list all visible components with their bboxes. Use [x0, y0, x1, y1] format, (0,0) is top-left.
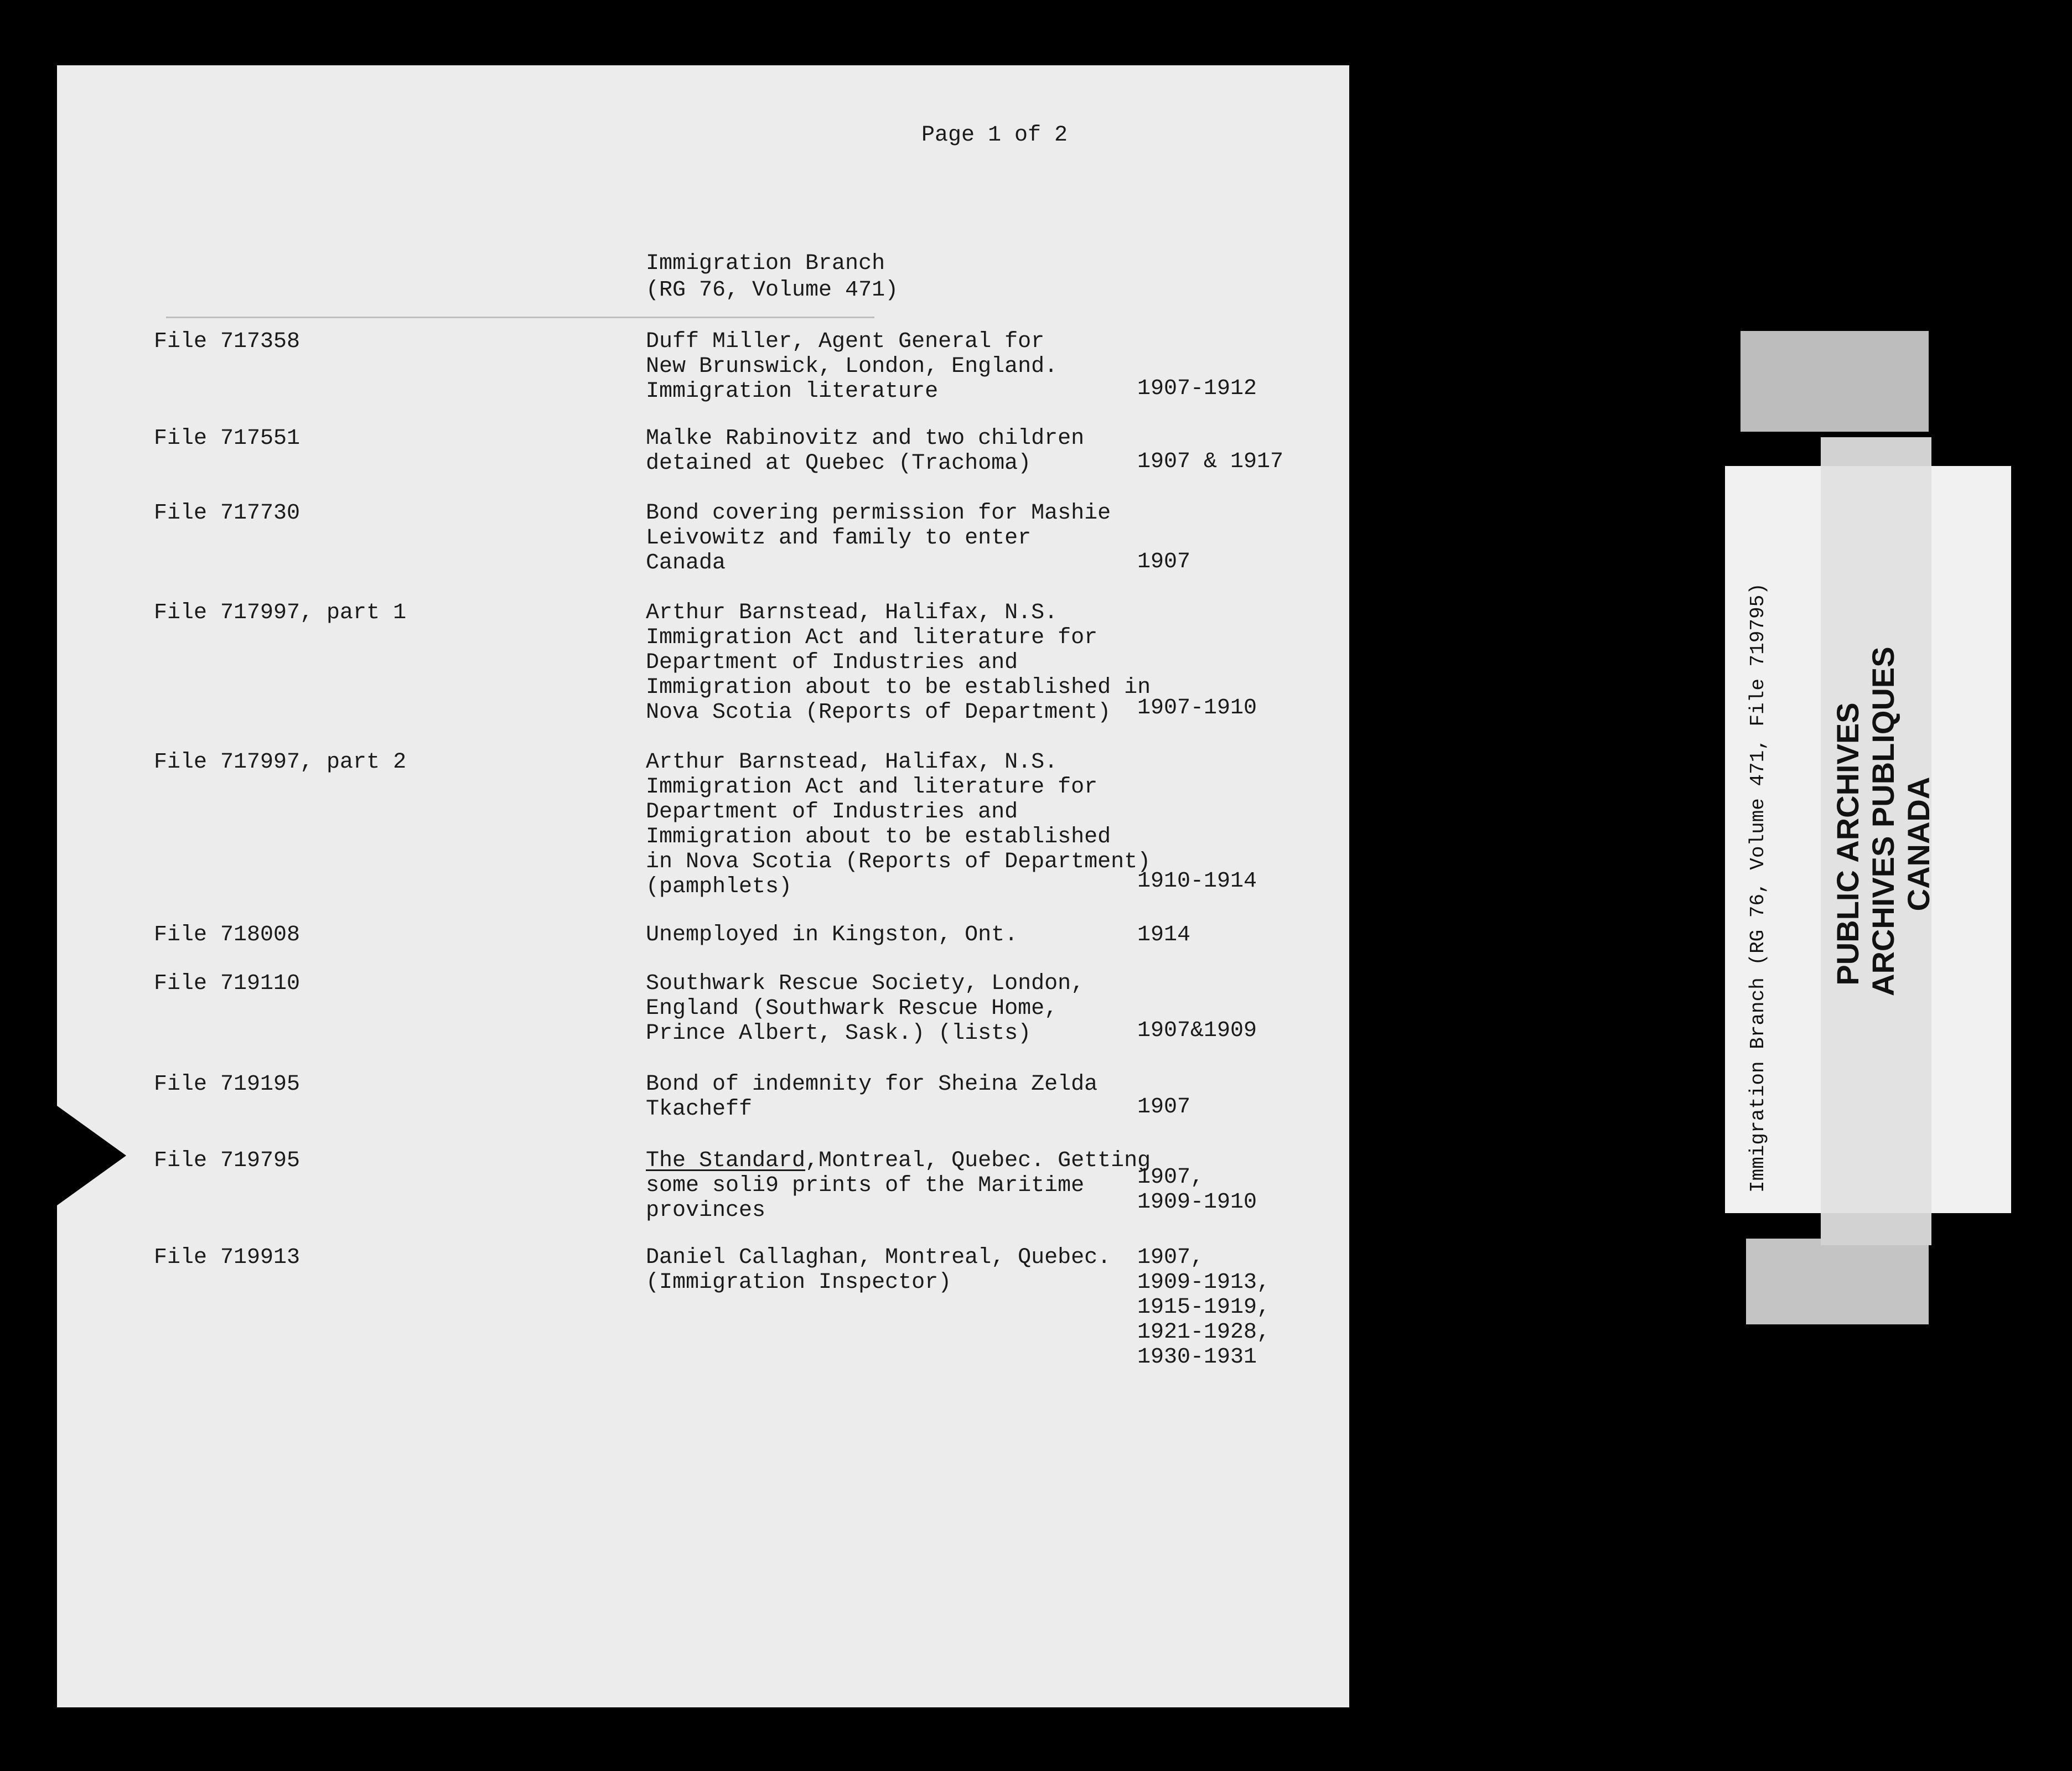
entry-description: [646, 1148, 1151, 1223]
entry-file-number: File 719110: [154, 971, 301, 996]
entry-description: Daniel Callaghan, Montreal, Quebec. (Immigration Inspector): [646, 1245, 1111, 1295]
entry-file-number: File 717997, part 1: [154, 600, 407, 625]
entry-dates: 1907, 1909-1913, 1915-1919, 1921-1928, 1930-1931: [1137, 1245, 1271, 1370]
label-file-reference: Immigration Branch (RG 76, Volume 471, File 719795): [1747, 583, 1769, 1193]
entry-dates: 1907-1910: [1137, 696, 1257, 721]
entry-dates: 1907&1909: [1137, 1018, 1257, 1043]
entry-description: Southwark Rescue Society, London, England (Southwark Rescue Home, Prince Albert, Sask.) (lists): [646, 971, 1085, 1046]
entry-description: Arthur Barnstead, Halifax, N.S. Immigration Act and literature for Department of Industries and Immigration about to be established in Nova Scotia (Reports of Department): [646, 600, 1151, 725]
page-marker-notch: [57, 1106, 126, 1205]
entry-file-number: File 719913: [154, 1245, 301, 1270]
entry-description: Malke Rabinovitz and two children detained at Quebec (Trachoma): [646, 426, 1085, 476]
entry-dates: 1910-1914: [1137, 869, 1257, 894]
entry-description: Duff Miller, Agent General for New Brunswick, London, England. Immigration literature: [646, 329, 1058, 404]
archive-title: PUBLIC ARCHIVES ARCHIVES PUBLIQUES CANADA: [1830, 646, 1936, 996]
branch-title: Immigration Branch: [646, 251, 885, 276]
strip-top-tab: [1741, 331, 1929, 432]
branch-heading: [646, 251, 898, 304]
entry-dates: 1907-1912: [1137, 376, 1257, 401]
entry-dates: 1907: [1137, 1095, 1191, 1120]
entry-description: Bond covering permission for Mashie Leivowitz and family to enter Canada: [646, 501, 1111, 576]
entry-description: Bond of indemnity for Sheina Zelda Tkacheff: [646, 1072, 1098, 1122]
page-number: Page 1 of 2: [921, 123, 1068, 148]
entry-file-number: File 719795: [154, 1148, 301, 1173]
entry-dates: 1914: [1137, 923, 1191, 947]
newspaper-title: The Standard: [646, 1148, 806, 1173]
entry-dates: 1907 & 1917: [1137, 449, 1284, 474]
entry-description: Unemployed in Kingston, Ont.: [646, 923, 1018, 947]
entry-file-number: File 717358: [154, 329, 301, 354]
entry-file-number: File 717551: [154, 426, 301, 451]
entry-dates: 1907, 1909-1910: [1137, 1165, 1257, 1215]
entry-file-number: File 718008: [154, 923, 301, 947]
entry-description: Arthur Barnstead, Halifax, N.S. Immigration Act and literature for Department of Industries and Immigration about to be established in Nova Scotia (Reports of Department) (pamphlets): [646, 750, 1151, 899]
entry-file-number: File 719195: [154, 1072, 301, 1097]
entry-dates: 1907: [1137, 550, 1191, 574]
heading-rule: [166, 317, 874, 318]
entry-file-number: File 717730: [154, 501, 301, 526]
branch-reference: (RG 76, Volume 471): [646, 278, 899, 303]
strip-bottom-tab: [1746, 1239, 1929, 1324]
entry-description-text: ,Montreal, Quebec. Getting some soli9 prints of the Maritime provinces: [646, 1148, 1151, 1223]
entry-file-number: File 717997, part 2: [154, 750, 407, 775]
